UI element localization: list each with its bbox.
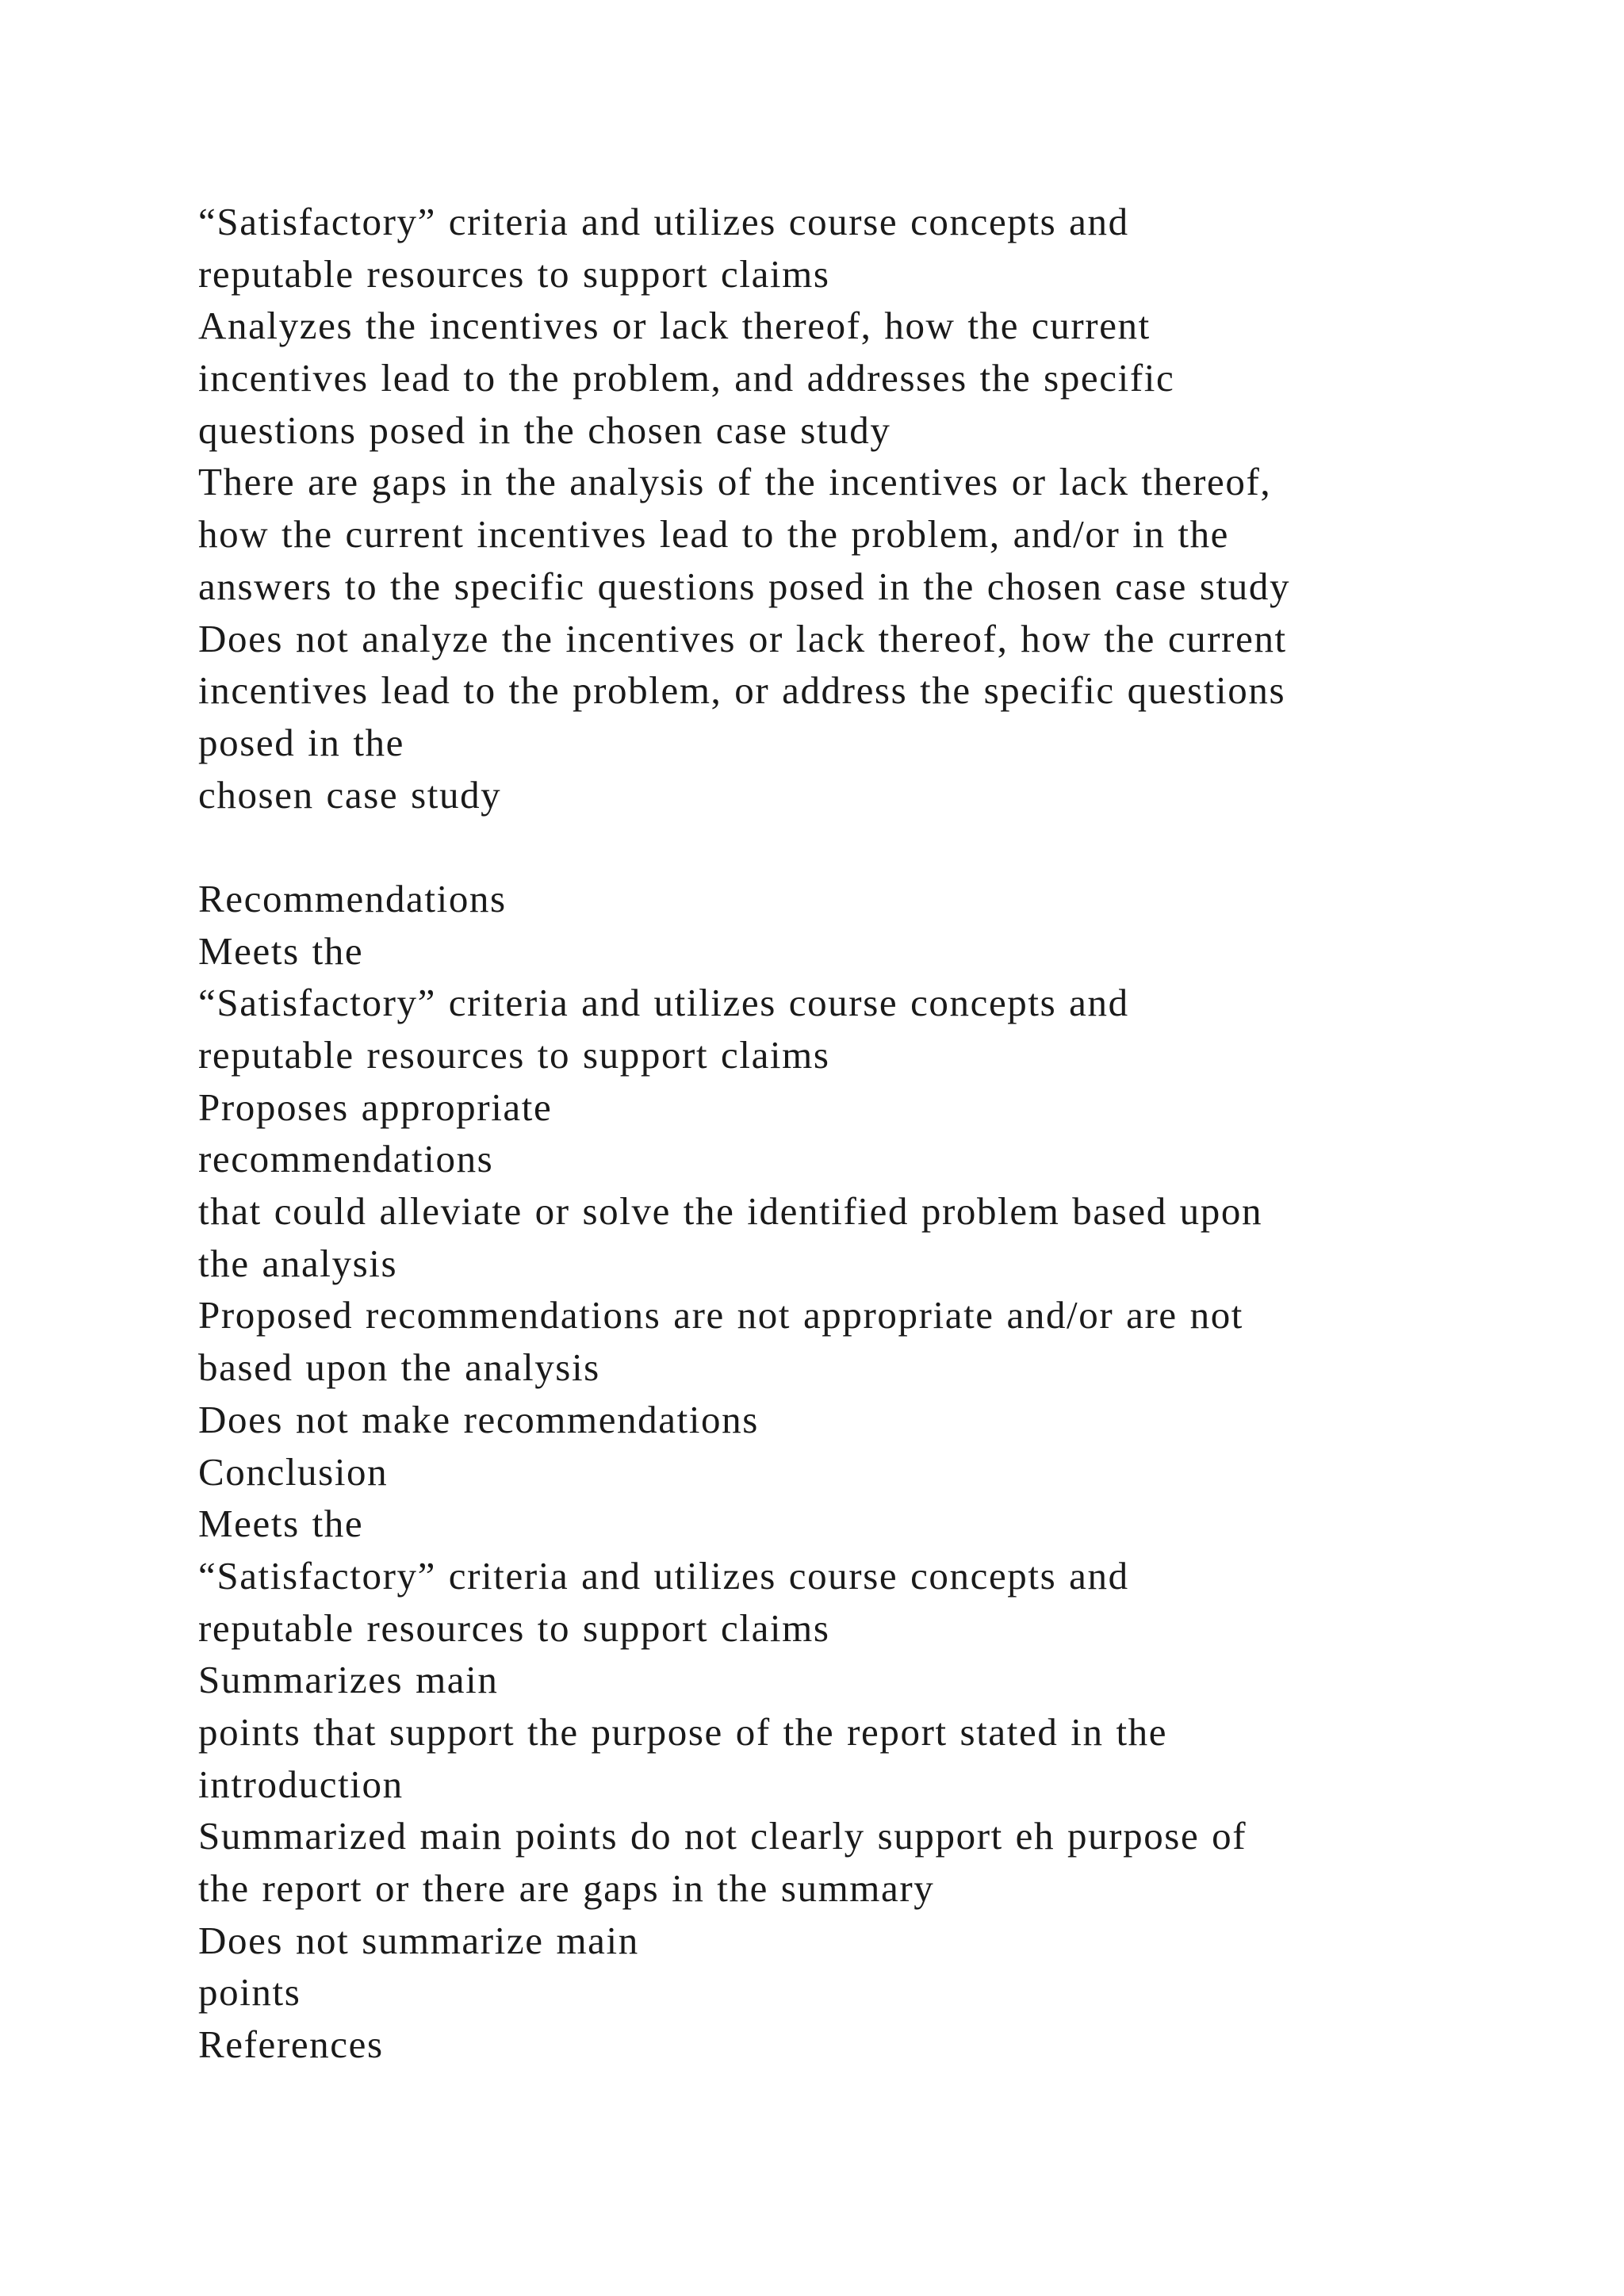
text-line: Does not summarize main	[198, 1918, 639, 1962]
text-line: posed in the	[198, 720, 404, 764]
text-line: based upon the analysis	[198, 1345, 600, 1390]
section-heading-conclusion: Conclusion	[198, 1449, 389, 1494]
document-body	[198, 196, 1546, 2071]
text-line: recommendations	[198, 1137, 494, 1181]
text-line: reputable resources to support claims	[198, 1605, 830, 1650]
text-line: Does not make recommendations	[198, 1397, 759, 1441]
text-line: points	[198, 1970, 301, 2015]
text-line: “Satisfactory” criteria and utilizes course concepts and	[198, 1553, 1129, 1598]
text-line: Analyzes the incentives or lack thereof, how the current	[198, 304, 1151, 348]
text-line: Proposed recommendations are not appropriate and/or are not	[198, 1293, 1244, 1337]
blank-line	[198, 821, 1546, 873]
text-line: Meets the	[198, 1502, 364, 1546]
text-line: points that support the purpose of the report stated in the	[198, 1709, 1168, 1754]
text-line: questions posed in the chosen case study	[198, 408, 891, 452]
text-line: chosen case study	[198, 772, 502, 817]
text-line: reputable resources to support claims	[198, 1033, 830, 1077]
text-line: introduction	[198, 1762, 404, 1806]
text-line: the analysis	[198, 1241, 398, 1285]
text-line: “Satisfactory” criteria and utilizes course concepts and	[198, 200, 1129, 243]
text-line: Summarizes main	[198, 1658, 499, 1702]
text-line: answers to the specific questions posed in the chosen case study	[198, 564, 1291, 608]
section-heading-references: References	[198, 2022, 384, 2067]
section-heading-recommendations: Recommendations	[198, 876, 507, 920]
text-line: incentives lead to the problem, and addresses the specific	[198, 356, 1175, 400]
text-line: how the current incentives lead to the problem, and/or in the	[198, 512, 1230, 557]
text-line: incentives lead to the problem, or address the specific questions	[198, 668, 1286, 713]
text-line: There are gaps in the analysis of the incentives or lack thereof,	[198, 460, 1272, 504]
text-line: “Satisfactory” criteria and utilizes course concepts and	[198, 981, 1129, 1025]
text-line: Summarized main points do not clearly support eh purpose of	[198, 1814, 1247, 1858]
text-line: the report or there are gaps in the summary	[198, 1866, 935, 1910]
text-line: Does not analyze the incentives or lack thereof, how the current	[198, 616, 1287, 660]
text-line: that could alleviate or solve the identified problem based upon	[198, 1189, 1263, 1234]
text-line: reputable resources to support claims	[198, 251, 830, 296]
text-line: Meets the	[198, 928, 364, 973]
text-line: Proposes appropriate	[198, 1085, 553, 1129]
